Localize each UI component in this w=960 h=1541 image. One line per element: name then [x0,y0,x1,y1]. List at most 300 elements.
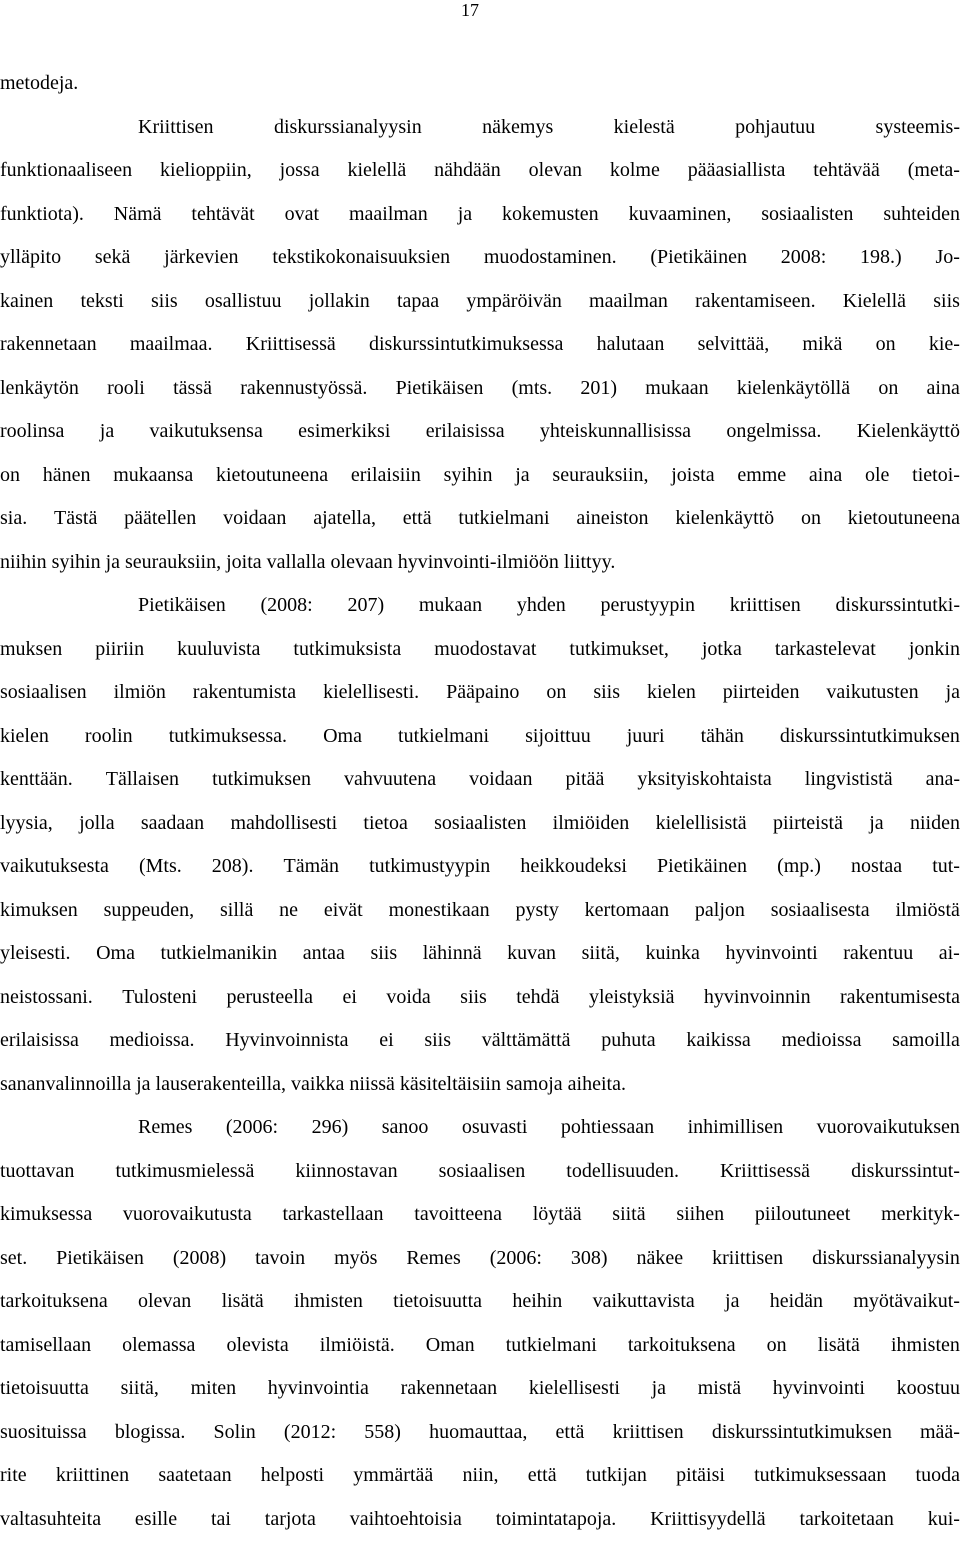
word: voida [386,976,430,1020]
text-line [0,323,960,367]
word: vaihtoehtoisia [350,1498,462,1541]
word: kuuluvista [177,628,260,672]
word: Nämä [114,193,162,237]
word: ilmiöistä. [320,1324,395,1368]
word: myötävaikut- [853,1280,960,1324]
word: siis [424,1019,451,1063]
word: Pietikäisen [56,1237,144,1281]
word: jolla [79,802,115,846]
text-line [0,845,960,889]
word: piiloutuneet [755,1193,851,1237]
word: sosiaalisten [434,802,526,846]
word: 198.) [860,236,902,280]
word: olevan [529,149,582,193]
word: toimintatapoja. [496,1498,617,1541]
word: mukaan [645,367,708,411]
word: siitä, [582,932,620,976]
word: tutkimukset, [569,628,668,672]
word: ja [725,1280,739,1324]
word: tarkoitetaan [799,1498,893,1541]
word: todellisuuden. [566,1150,679,1194]
text-line [0,758,960,802]
text-line [0,454,960,498]
word: vahvuutena [344,758,436,802]
word: ei [342,976,356,1020]
word: ne [279,889,298,933]
word: lähinnä [423,932,482,976]
word: vaikutusten [826,671,918,715]
word: joita [226,541,262,585]
word: tutkimuksessa. [169,715,287,759]
text-line [0,1367,960,1411]
word: emme [737,454,786,498]
word: että [556,1411,585,1455]
word: tarkoituksena [0,1280,108,1324]
word: on [0,454,20,498]
word: muksen [0,628,62,672]
word: osuvasti [462,1106,528,1150]
word: vaikuttavista [593,1280,695,1324]
word: suosituissa [0,1411,87,1455]
word: heidän [770,1280,823,1324]
word: muodostaminen. [484,236,617,280]
word: hyvinvointi-ilmiöön [398,541,559,585]
word: mukaansa [113,454,193,498]
word: Oma [96,932,135,976]
word: funktionaaliseen [0,149,132,193]
word: sia. [0,497,27,541]
word: kimuksen [0,889,78,933]
text-line [0,584,960,628]
word: perusteella [226,976,313,1020]
word: on [767,1324,787,1368]
word: jonkin [909,628,960,672]
word: jollakin [309,280,370,324]
word: siihen [676,1193,724,1237]
word: rakentamiseen. [695,280,816,324]
word: sijoittuu [525,715,591,759]
word: 207) [347,584,384,628]
word: heikkoudeksi [520,845,627,889]
word: tarkastelevat [775,628,876,672]
word: näkee [636,1237,683,1281]
word: 296) [312,1106,349,1150]
word: Oma [323,715,362,759]
word: (mts. [512,367,553,411]
word: käsiteltäisiin [400,1063,501,1107]
word: rakentuu [843,932,913,976]
word: siis [370,932,397,976]
word: vuorovaikutuksen [817,1106,960,1150]
word: ihmisten [294,1280,363,1324]
word: ympäröivän [466,280,562,324]
text-line [0,280,960,324]
word: siis [593,671,620,715]
word: roolin [85,715,133,759]
word: kietoutuneena [216,454,328,498]
text-line [0,1237,960,1281]
word: helposti [261,1454,324,1498]
word: (mp.) [777,845,821,889]
word: lisätä [818,1324,860,1368]
word: kielenkäytöllä [737,367,850,411]
word: esimerkiksi [298,410,390,454]
word: roolinsa [0,410,64,454]
word: vallalla [267,541,326,585]
text-line [0,1063,960,1107]
word: heihin [512,1280,562,1324]
word: 201) [580,367,617,411]
word: (2006: [490,1237,542,1281]
word: erilaisissa [426,410,505,454]
word: mikä [802,323,842,367]
word: tietoi- [912,454,960,498]
word: tutkimusmielessä [115,1150,254,1194]
word: myös [334,1237,377,1281]
word: lyysia, [0,802,53,846]
word: hänen [43,454,91,498]
word: tutkielmani [398,715,489,759]
word: maailmaa. [130,323,213,367]
word: kielellisesti [529,1367,620,1411]
word: joista [671,454,714,498]
word: kie- [929,323,960,367]
word: kuvan [507,932,556,976]
word: syihin [444,454,493,498]
word: Kriittisen [138,106,214,150]
word: lauserakenteilla, [156,1063,287,1107]
word: olemassa [122,1324,195,1368]
word: ja [652,1367,666,1411]
word: esille [135,1498,177,1541]
word: tapaa [397,280,439,324]
word: (2008: [261,584,313,628]
word: (2012: [284,1411,336,1455]
word: Kriittisessä [246,323,336,367]
word: pohjautuu [735,106,815,150]
word: teksti [80,280,123,324]
text-line [0,106,960,150]
word: yksityiskohtaista [637,758,771,802]
word: puhuta [601,1019,655,1063]
word: 2008: [781,236,827,280]
word: hyvinvointi [725,932,817,976]
word: ymmärtää [353,1454,433,1498]
word: (2006: [226,1106,278,1150]
word: tutkielmanikin [161,932,278,976]
word: neistossani. [0,976,93,1020]
word: on [801,497,821,541]
word: Kielellä [843,280,906,324]
word: Jo- [935,236,959,280]
word: sosiaalisten [761,193,853,237]
word: ihmisten [891,1324,960,1368]
word: tai [211,1498,231,1541]
word: selvittää, [698,323,770,367]
word: tietoisuutta [0,1367,89,1411]
word: ylläpito [0,236,61,280]
word: kimuksessa [0,1193,92,1237]
word: tavoin [255,1237,305,1281]
word: muodostavat [434,628,536,672]
word: nostaa [851,845,902,889]
word: tehtävää [813,149,880,193]
word: ja [946,671,960,715]
word: medioissa [781,1019,861,1063]
word: medioissa. [110,1019,195,1063]
word: diskurssintutki- [836,584,960,628]
word: kui- [928,1498,960,1541]
word: että [528,1454,557,1498]
word: tuottavan [0,1150,74,1194]
word: ongelmissa. [726,410,821,454]
word: olevista [226,1324,288,1368]
word: välttämättä [482,1019,571,1063]
word: samoja [506,1063,563,1107]
word: mahdollisesti [230,802,337,846]
word: siis [933,280,960,324]
word: pysty [516,889,559,933]
word: rite [0,1454,27,1498]
word: kielen [0,715,49,759]
word: Pietikäinen [657,845,747,889]
word: pitää [565,758,604,802]
word: suppeuden, [104,889,195,933]
word: ai- [939,932,960,976]
word: kielen [647,671,696,715]
word: kertomaan [585,889,669,933]
word: (Pietikäinen [650,236,747,280]
word: tamisellaan [0,1324,91,1368]
word: ajatella, [313,497,376,541]
word: niin, [462,1454,498,1498]
word: Kriittisyydellä [650,1498,766,1541]
word: että [403,497,432,541]
word: ovat [285,193,319,237]
word: maailman [589,280,668,324]
word: tehdä [516,976,559,1020]
word: tietoisuutta [393,1280,482,1324]
word: siitä [612,1193,645,1237]
word: tavoitteena [414,1193,502,1237]
text-line [0,1150,960,1194]
word: rakennustyössä. [240,367,367,411]
word: tuoda [916,1454,960,1498]
word: sillä [220,889,253,933]
word: juuri [627,715,665,759]
word: kriittisen [613,1411,684,1455]
word: vaikka [291,1063,344,1107]
word: diskurssintutkimuksessa [369,323,563,367]
word: pääasiallista [688,149,786,193]
word: sosiaalisen [439,1150,526,1194]
word: hyvinvointia [268,1367,369,1411]
word: on [876,323,896,367]
word: kuvaaminen, [629,193,732,237]
word: tähän [701,715,744,759]
word: vuorovaikutusta [123,1193,252,1237]
word: samoilla [892,1019,960,1063]
word: niiden [910,802,960,846]
word: erilaisissa [0,1019,79,1063]
word: yhteiskunnallisissa [540,410,691,454]
word: tutkimuksessaan [754,1454,886,1498]
text-line [0,541,960,585]
word: on [878,367,898,411]
word: liittyy. [564,541,615,585]
word: kielenkäyttö [675,497,774,541]
word: rakentumista [193,671,296,715]
word: pitäisi [676,1454,725,1498]
text-line [0,62,960,106]
word: ja [458,193,472,237]
word: Remes [138,1106,192,1150]
word: merkityk- [881,1193,960,1237]
word: tutkimustyypin [369,845,490,889]
word: siis [460,976,487,1020]
word: set. [0,1237,27,1281]
word: päätellen [124,497,196,541]
word: eivät [324,889,363,933]
word: mistä [698,1367,741,1411]
word: tarkoituksena [628,1324,736,1368]
word: seurauksiin, [125,541,221,585]
text-line [0,1324,960,1368]
word: funktiota). [0,193,84,237]
word: osallistuu [205,280,282,324]
word: hyvinvointi [773,1367,865,1411]
text-line [0,410,960,454]
word: blogissa. [115,1411,186,1455]
word: kokemusten [502,193,599,237]
word: Pietikäisen [396,367,484,411]
word: tutkijan [586,1454,647,1498]
word: pohtiessaan [561,1106,654,1150]
word: Kielenkäyttö [857,410,960,454]
word: seurauksiin, [552,454,648,498]
body-text [0,62,960,1541]
word: sananvalinnoilla [0,1063,131,1107]
word: Tästä [54,497,97,541]
word: tutkimuksista [293,628,401,672]
word: tutkimuksen [212,758,311,802]
word: kietoutuneena [848,497,960,541]
word: kuinka [645,932,699,976]
word: 208). [212,845,254,889]
text-line [0,889,960,933]
word: tässä [173,367,212,411]
word: sosiaalisesta [771,889,870,933]
word: aineiston [576,497,648,541]
word: ja [515,454,529,498]
word: sanoo [382,1106,429,1150]
word: näkemys [482,106,553,150]
word: ilmiöiden [553,802,630,846]
word: Solin [214,1411,256,1455]
word: saadaan [141,802,204,846]
text-line [0,367,960,411]
word: valtasuhteita [0,1498,101,1541]
text-line [0,802,960,846]
word: niissä [349,1063,395,1107]
word: olevan [138,1280,191,1324]
word: kriittisen [730,584,801,628]
word: Oman [426,1324,475,1368]
word: 308) [571,1237,608,1281]
word: Hyvinvoinnista [225,1019,348,1063]
text-line [0,1106,960,1150]
word: monestikaan [389,889,490,933]
text-line [0,671,960,715]
word: huomauttaa, [429,1411,527,1455]
text-line [0,236,960,280]
word: diskurssintutkimuksen [780,715,960,759]
word: rooli [107,367,145,411]
word: kriittinen [56,1454,129,1498]
word: erilaisiin [351,454,421,498]
word: inhimillisen [688,1106,784,1150]
word: halutaan [597,323,665,367]
word: tarkastellaan [283,1193,384,1237]
word: tehtävät [191,193,254,237]
word: on [546,671,566,715]
word: mää- [920,1411,960,1455]
word: kielellä [347,149,406,193]
word: siis [151,280,178,324]
word: paljon [695,889,745,933]
word: kenttään. [0,758,73,802]
word: Remes [406,1237,460,1281]
word: ana- [926,758,960,802]
word: yleistyksiä [589,976,675,1020]
word: sekä [95,236,131,280]
word: tietoa [363,802,407,846]
word: diskurssintut- [851,1150,960,1194]
text-line [0,149,960,193]
word: diskurssianalyysin [274,106,422,150]
word: olevaan [331,541,393,585]
word: kielellisesti. [323,671,419,715]
word: voidaan [223,497,286,541]
word: lenkäytön [0,367,79,411]
word: piirteistä [773,802,843,846]
text-line [0,1193,960,1237]
word: perustyypin [601,584,695,628]
word: 558) [364,1411,401,1455]
word: tut- [932,845,960,889]
word: piiriin [95,628,144,672]
word: jotka [702,628,742,672]
word: Tällaisen [106,758,179,802]
word: miten [191,1367,237,1411]
word: rakennetaan [401,1367,498,1411]
text-line [0,1019,960,1063]
word: ja [869,802,883,846]
word: löytää [533,1193,582,1237]
word: järkevien [164,236,238,280]
text-line [0,497,960,541]
word: ilmiöstä [895,889,959,933]
word: aina [809,454,842,498]
word: jossa [280,149,320,193]
page-number: 17 [450,0,490,20]
word: suhteiden [883,193,960,237]
word: metodeja. [0,62,78,106]
text-line [0,628,960,672]
word: kiinnostavan [295,1150,397,1194]
word: Kriittisessä [720,1150,810,1194]
word: aina [927,367,960,411]
